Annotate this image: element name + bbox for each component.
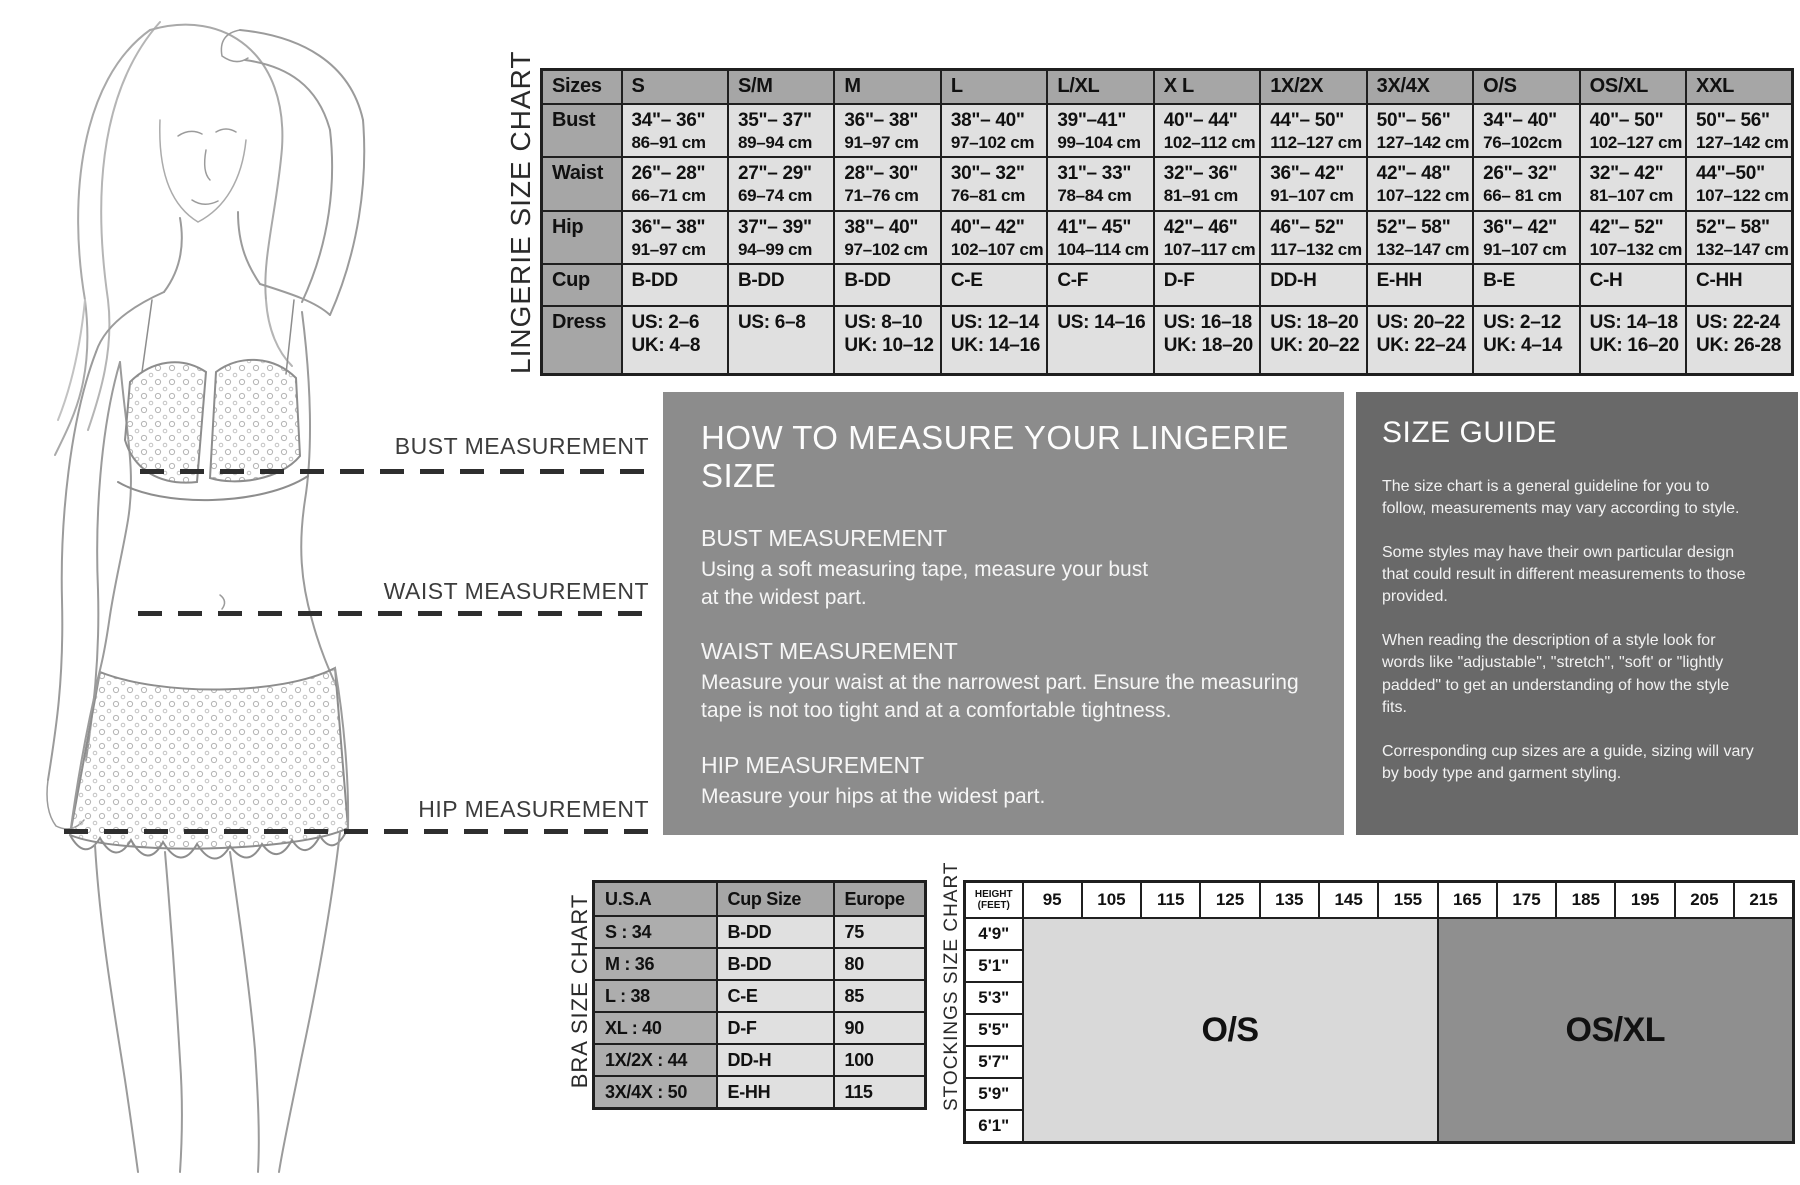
stockings-weight-header: 205 [1675,882,1734,919]
cell-line: 42"– 48" [1376,163,1451,184]
cell-line: E-HH [1376,270,1422,291]
cell-line: 78–84 cm [1057,186,1132,206]
lingerie-cell [1686,157,1792,211]
cell-line: 31"– 33" [1057,163,1132,184]
cell-line: UK: 20–22 [1270,335,1360,357]
cell-line: 102–112 cm [1163,133,1256,153]
cell-line: UK: 18–20 [1163,335,1253,357]
bra-size-label: S : 34 [594,916,717,948]
cell-line: 112–127 cm [1270,133,1362,153]
cell-line: 32"– 42" [1589,163,1664,184]
stockings-height-label: 5'5" [965,1014,1023,1046]
bra-cup-cell: D-F [717,1012,834,1044]
lingerie-cell [1047,211,1153,264]
bra-size-chart-table [592,880,927,1110]
lingerie-cell [941,264,1047,306]
stockings-region-osxl: OS/XL [1438,918,1794,1143]
cell-line: 39"–41" [1057,110,1127,131]
lingerie-cell [1473,264,1579,306]
lingerie-column-header: S/M [728,70,834,105]
lingerie-cell [941,211,1047,264]
lingerie-column-header: M [834,70,940,105]
cell-line: US: 2–6 [631,312,700,333]
bra-row [594,1076,926,1109]
size-guide-paragraph: The size chart is a general guideline for you to follow, measurements may vary according to style. [1382,478,1740,518]
lingerie-row-label: Cup [542,264,622,306]
lingerie-cell [1367,157,1473,211]
lingerie-cell [941,104,1047,157]
size-guide-title: SIZE GUIDE [1382,416,1558,449]
lingerie-cell [1686,104,1792,157]
cell-line: US: 18–20 [1270,312,1359,333]
bra-size-label: 1X/2X : 44 [594,1044,717,1076]
stockings-height-label: 5'9" [965,1078,1023,1110]
stockings-height-header [965,882,1023,919]
cell-line: 132–147 cm [1376,240,1470,260]
cell-line: 44"– 50" [1270,110,1344,131]
cell-line: UK: 4–14 [1483,335,1563,357]
cell-line: C-E [950,270,983,291]
lingerie-cell [1473,211,1579,264]
cell-line: 52"– 58" [1696,217,1770,238]
bra-row [594,948,926,980]
bra-header-row [594,882,926,917]
cell-line: US: 12–14 [950,312,1039,333]
bra-row [594,980,926,1012]
cell-line: C-F [1057,270,1089,291]
stockings-height-label: 5'1" [965,950,1023,982]
cell-line: B-DD [844,270,891,291]
lingerie-cell [1580,306,1686,374]
lingerie-cell [1154,157,1260,211]
bra-cup-cell: C-E [717,980,834,1012]
cell-line: 36"– 38" [844,110,919,131]
cell-line: US: 2–12 [1483,312,1561,333]
lingerie-cell [1580,264,1686,306]
lingerie-cell [728,306,834,374]
lingerie-cell [1047,104,1153,157]
hip-section-body: Measure your hips at the widest part. [701,784,1046,808]
cell-line: 40"– 50" [1589,110,1664,131]
cell-line: US: 16–18 [1163,312,1252,333]
lingerie-cell [1154,306,1260,374]
bra-size-label: M : 36 [594,948,717,980]
cell-line: 117–132 cm [1270,240,1362,260]
bust-section-body: Using a soft measuring tape, measure your bust at the widest part. [701,558,1149,609]
lingerie-cell [834,104,940,157]
lingerie-cell [1260,211,1366,264]
cell-line: 34"– 40" [1483,110,1557,131]
cell-line: 89–94 cm [737,133,813,153]
cell-line: 127–142 cm [1696,133,1789,153]
cell-line: 91–97 cm [844,133,919,153]
cell-line: UK: 10–12 [844,335,934,357]
cell-line: 107–117 cm [1163,240,1256,260]
cell-line: 46"– 52" [1270,217,1344,238]
cell-line: 50"– 56" [1696,110,1770,131]
cell-line: 104–114 cm [1057,240,1149,260]
cell-line: 107–122 cm [1696,186,1789,206]
cell-line: 38"– 40" [950,110,1025,131]
cell-line: 69–74 cm [737,186,813,206]
cell-line: 40"– 42" [950,217,1025,238]
cell-line: 37"– 39" [737,217,812,238]
lingerie-cell [834,306,940,374]
bra-size-label: L : 38 [594,980,717,1012]
bra-row [594,1012,926,1044]
cell-line: 34"– 36" [631,110,706,131]
stockings-weight-header: 135 [1260,882,1319,919]
bra-europe-cell: 85 [834,980,926,1012]
stockings-header-row [965,882,1794,919]
lingerie-cell [728,104,834,157]
cell-line: 27"– 29" [737,163,812,184]
cell-line: 44"–50" [1696,163,1765,184]
lingerie-cell [1260,157,1366,211]
stockings-size-chart-table [963,880,1795,1144]
cell-line: 107–122 cm [1376,186,1470,206]
lingerie-column-header: S [622,70,728,105]
lingerie-cell [728,264,834,306]
cell-line: 36"– 42" [1270,163,1344,184]
lingerie-cell [1047,157,1153,211]
bra-europe-cell: 100 [834,1044,926,1076]
size-guide-paragraph: Some styles may have their own particular design that could result in different measurements to those provided. [1382,544,1746,606]
stockings-height-label: 6'1" [965,1110,1023,1143]
stockings-weight-header: 95 [1023,882,1082,919]
lingerie-cell [1580,211,1686,264]
waist-dashed-line [138,611,649,616]
cell-line: 52"– 58" [1376,217,1451,238]
cell-line: US: 6–8 [737,312,806,333]
lingerie-row-label: Dress [542,306,622,374]
waist-section-heading: WAIST MEASUREMENT [701,638,958,665]
bra-size-label: 3X/4X : 50 [594,1076,717,1109]
stockings-weight-header: 175 [1497,882,1556,919]
cell-line: UK: 14–16 [950,335,1041,357]
bra-europe-cell: 90 [834,1012,926,1044]
lingerie-column-header: 1X/2X [1260,70,1366,105]
cell-line: 127–142 cm [1376,133,1470,153]
lingerie-cell [1367,306,1473,374]
cell-line: 76–81 cm [950,186,1026,206]
lingerie-cell [1686,306,1792,374]
bust-dashed-line [140,469,649,474]
bra-size-chart-side-label: BRA SIZE CHART [567,893,592,1089]
bust-measurement-label: BUST MEASUREMENT [394,433,649,459]
lingerie-row [542,264,1793,306]
lingerie-cell [1580,104,1686,157]
lingerie-row-label: Hip [542,211,622,264]
cell-line: 41"– 45" [1057,217,1132,238]
bra-europe-cell: 75 [834,916,926,948]
cell-line: US: 14–18 [1589,312,1678,333]
lingerie-cell [1154,264,1260,306]
how-to-measure-panel [663,392,1344,835]
cell-line: 81–91 cm [1163,186,1238,206]
bra-row [594,916,926,948]
bra-cup-cell: E-HH [717,1076,834,1109]
cell-line: 102–107 cm [950,240,1044,260]
cell-line: 86–91 cm [631,133,706,153]
lingerie-cell [622,211,728,264]
lingerie-column-header: OS/XL [1580,70,1686,105]
lingerie-column-header: X L [1154,70,1260,105]
stockings-row [965,918,1794,950]
cell-line: US: 8–10 [844,312,923,333]
cell-line: 30"– 32" [950,163,1025,184]
stockings-size-chart-side-label: STOCKINGS SIZE CHART [941,861,962,1111]
lingerie-cell [1260,104,1366,157]
cell-line: 91–107 cm [1483,240,1567,260]
hip-section-heading: HIP MEASUREMENT [701,751,925,778]
lingerie-row [542,104,1793,157]
lingerie-row-label: Bust [542,104,622,157]
cell-line: 99–104 cm [1057,133,1141,153]
cell-line: B-DD [737,270,785,291]
lingerie-cell [1686,264,1792,306]
cell-line: 32"– 36" [1163,163,1238,184]
size-guide-paragraph: Corresponding cup sizes are a guide, sizing will vary by body type and garment styling. [1382,742,1754,782]
bra-cup-cell: B-DD [717,916,834,948]
lingerie-cell [1473,306,1579,374]
bra-row [594,1044,926,1076]
lingerie-cell [1473,104,1579,157]
cell-line: 40"– 44" [1163,110,1238,131]
lingerie-cell [1260,306,1366,374]
lingerie-cell [834,157,940,211]
lingerie-row [542,157,1793,211]
bust-section-heading: BUST MEASUREMENT [701,525,948,551]
size-guide-panel [1356,392,1798,835]
cell-line: 42"– 46" [1163,217,1238,238]
bra-cup-cell: DD-H [717,1044,834,1076]
cell-line: 26"– 28" [631,163,706,184]
cell-line: B-E [1483,270,1515,291]
lingerie-row [542,211,1793,264]
lingerie-row [542,306,1793,374]
bra-column-header: Europe [834,882,926,917]
lingerie-cell [941,157,1047,211]
stockings-weight-header: 215 [1734,882,1793,919]
cell-line: US: 14–16 [1057,312,1146,333]
stockings-weight-header: 195 [1615,882,1674,919]
cell-line: 97–102 cm [950,133,1035,153]
hip-measurement-label: HIP MEASUREMENT [418,796,649,822]
cell-line: 42"– 52" [1589,217,1664,238]
cell-line: 107–132 cm [1589,240,1683,260]
cell-line: 35"– 37" [737,110,812,131]
lingerie-column-header: XXL [1686,70,1792,105]
bra-size-label: XL : 40 [594,1012,717,1044]
figure-outline [47,22,364,1172]
lingerie-row-label: Waist [542,157,622,211]
lingerie-cell [1047,306,1153,374]
waist-section-body: Measure your waist at the narrowest part. Ensure the measuring tape is not too tight and at a comfortable tightness. [701,671,1299,723]
lingerie-cell [941,306,1047,374]
cell-line: B-DD [631,270,678,291]
lingerie-cell [1367,264,1473,306]
lingerie-cell [622,306,728,374]
lingerie-cell [1367,211,1473,264]
stockings-height-label: 5'3" [965,982,1023,1014]
lingerie-cell [728,211,834,264]
cell-line: DD-H [1270,270,1317,291]
stockings-weight-header: 185 [1556,882,1615,919]
stockings-weight-header: 165 [1438,882,1497,919]
cell-line: 94–99 cm [737,240,813,260]
lingerie-header-row [542,70,1793,105]
cell-line: UK: 26-28 [1696,335,1781,357]
lingerie-column-header: O/S [1473,70,1579,105]
cell-line: 50"– 56" [1376,110,1451,131]
height-header-line: HEIGHT [974,888,1013,900]
height-header-line: (FEET) [977,900,1010,911]
how-to-measure-title: HOW TO MEASURE YOUR LINGERIE SIZE [701,419,1289,494]
bra-column-header: Cup Size [717,882,834,917]
cell-line: US: 20–22 [1376,312,1465,333]
lingerie-column-header: L/XL [1047,70,1153,105]
cell-line: 76–102cm [1483,133,1563,153]
cell-line: D-F [1163,270,1195,291]
lingerie-cell [622,104,728,157]
lingerie-size-chart-side-label: LINGERIE SIZE CHART [505,50,536,374]
lingerie-column-header: 3X/4X [1367,70,1473,105]
stockings-weight-header: 145 [1319,882,1378,919]
cell-line: 38"– 40" [844,217,919,238]
bra-europe-cell: 115 [834,1076,926,1109]
stockings-weight-header: 105 [1082,882,1141,919]
lingerie-cell [1260,264,1366,306]
lingerie-cell [834,264,940,306]
cell-line: 91–97 cm [631,240,706,260]
lingerie-cell [622,264,728,306]
cell-line: UK: 4–8 [631,335,701,357]
stockings-height-label: 4'9" [965,918,1023,950]
cell-line: US: 22-24 [1696,312,1780,333]
cell-line: 81–107 cm [1589,186,1673,206]
lingerie-column-header: Sizes [542,70,622,105]
cell-line: C-H [1589,270,1623,291]
cell-line: 71–76 cm [844,186,919,206]
lingerie-cell [728,157,834,211]
stockings-height-label: 5'7" [965,1046,1023,1078]
lingerie-cell [1580,157,1686,211]
lingerie-column-header: L [941,70,1047,105]
lingerie-cell [1686,211,1792,264]
cell-line: 26"– 32" [1483,163,1557,184]
stockings-weight-header: 115 [1141,882,1200,919]
lingerie-cell [1473,157,1579,211]
size-guide-paragraph: When reading the description of a style look for words like "adjustable", "stretch", "soft' or "lightly padded" to get an understanding of how the style fits. [1382,632,1730,716]
cell-line: 91–107 cm [1270,186,1354,206]
waist-measurement-label: WAIST MEASUREMENT [383,578,649,604]
stockings-weight-header: 125 [1200,882,1259,919]
cell-line: 132–147 cm [1696,240,1789,260]
cell-line: 36"– 38" [631,217,706,238]
hip-dashed-line [64,829,649,834]
lingerie-cell [834,211,940,264]
cell-line: UK: 22–24 [1376,335,1466,357]
cell-line: 28"– 30" [844,163,919,184]
bra-europe-cell: 80 [834,948,926,980]
cell-line: 97–102 cm [844,240,928,260]
lingerie-cell [1154,104,1260,157]
lingerie-cell [1367,104,1473,157]
stockings-region-os: O/S [1023,918,1438,1143]
cell-line: 66–71 cm [631,186,706,206]
cell-line: UK: 16–20 [1589,335,1679,357]
lingerie-size-chart-table [540,68,1794,376]
cell-line: 102–127 cm [1589,133,1683,153]
lingerie-cell [622,157,728,211]
lingerie-cell [1154,211,1260,264]
bra-column-header: U.S.A [594,882,717,917]
cell-line: 36"– 42" [1483,217,1557,238]
cell-line: 66– 81 cm [1483,186,1562,206]
lingerie-cell [1047,264,1153,306]
cell-line: C-HH [1696,270,1743,291]
bra-cup-cell: B-DD [717,948,834,980]
stockings-weight-header: 155 [1378,882,1437,919]
